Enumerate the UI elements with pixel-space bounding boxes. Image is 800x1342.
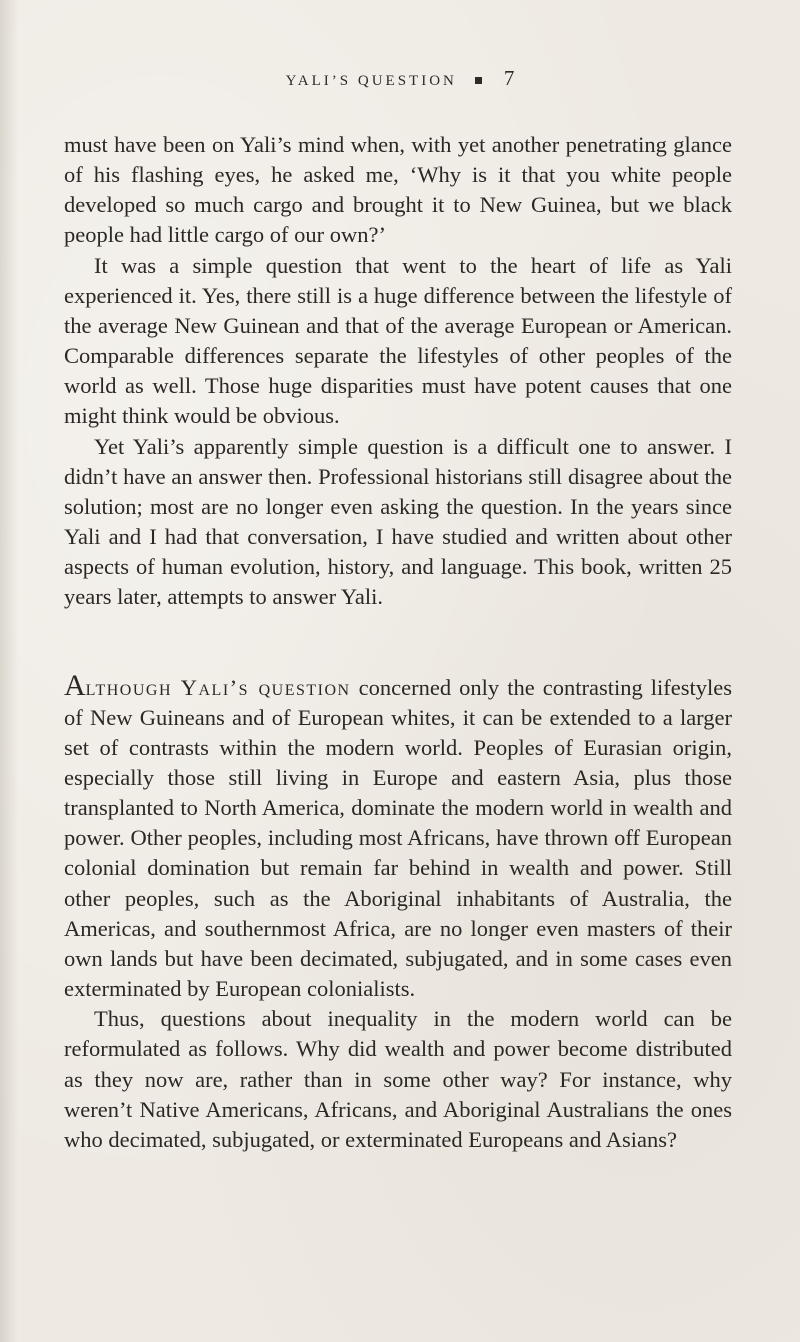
paragraph-4-text: concerned only the contrasting lifestyles of New Guineans and of European whites, it can be extended to a larger set of contrasts within the modern world. Peoples of Eurasian origin, especially those still living in Europe and eastern Asia, plus those transplanted to North America, dominate the modern world in wealth and power. Other peoples, including most Africans, have thrown off European colonial domination but remain far behind in wealth and power. Still other peoples, such as the Aboriginal inhabitants of Australia, the Americas, and southernmost Africa, are no longer even masters of their own lands but have been decimated, subjugated, and in some cases even exterminated by European colonialists. [64, 674, 732, 1002]
section-break [64, 613, 732, 673]
paragraph-1: must have been on Yali’s mind when, with yet another penetrating glance of his flashing eyes, he asked me, ‘Why is it that you white people developed so much cargo and brought it to New Guinea, but we black people had little cargo of our own?’ [64, 132, 732, 248]
paragraph-4 [64, 668, 732, 1005]
body-text [64, 130, 732, 1155]
paragraph-2: It was a simple question that went to the heart of life as Yali experienced it. Yes, there still is a huge difference between the lifestyle of the average New Guinean and that of the average European or American. Comparable differences separate the lifestyles of other peoples of the world as well. Those huge disparities must have potent causes that one might think would be obvious. [64, 252, 732, 429]
chapter-title: YALI’S QUESTION [285, 73, 457, 89]
page-number: 7 [503, 66, 515, 90]
paragraph-3: Yet Yali’s apparently simple question is a difficult one to answer. I didn’t have an answer then. Professional historians still disagree about the solution; most are no longer even asking the question. In the years since Yali and I had that conversation, I have studied and written about other aspects of human evolution, history, and language. This book, written 25 years later, attempts to answer Yali. [64, 433, 732, 610]
drop-cap: A [64, 668, 86, 702]
small-caps-lead: lthough Yali’s question [85, 674, 351, 700]
separator-square-icon [475, 77, 482, 84]
running-head [0, 66, 800, 91]
paragraph-5: Thus, questions about inequality in the modern world can be reformulated as follows. Why did wealth and power become distributed as they now are, rather than in some other way? For instance, why weren’t Native Americans, Africans, and Aboriginal Australians the ones who decimated, subjugated, or exterminated Europeans and Asians? [64, 1006, 732, 1152]
